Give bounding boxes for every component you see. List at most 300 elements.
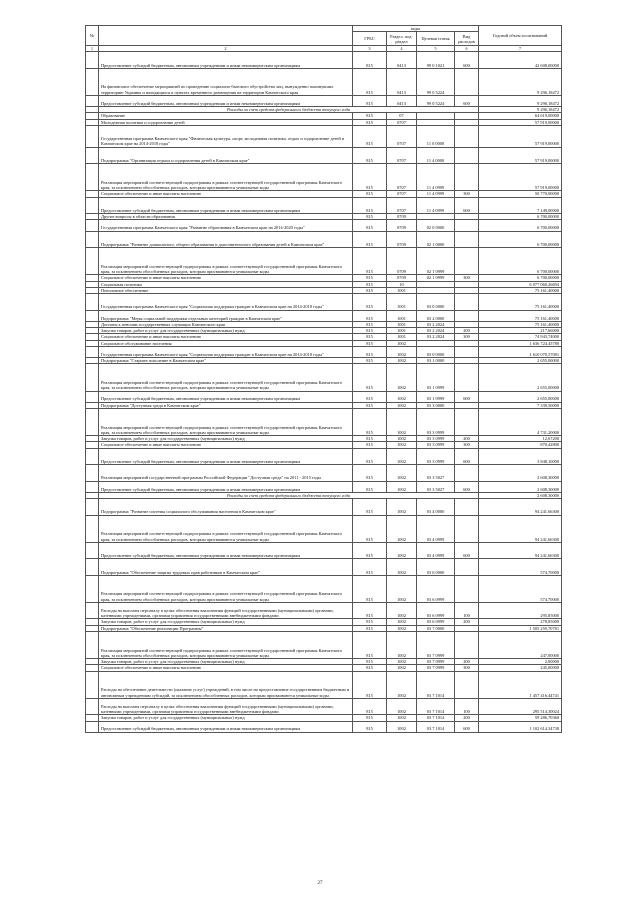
- row-target-cell: 03 0 0000: [417, 347, 455, 358]
- row-name-cell: На финансовое обеспечение мероприятий по проведению социально-бытового обустройства лиц, вынужденно покинувших территорию Украины и находящихся в пунктах временного размещения на территории Камчатского края: [99, 68, 353, 95]
- row-grbs-cell: 815: [353, 659, 387, 665]
- row-number-cell: [86, 499, 99, 516]
- row-vid-cell: [455, 409, 479, 436]
- row-target-cell: 03 7 0999: [417, 665, 455, 671]
- row-amount-cell: 59 286,70360: [479, 715, 562, 721]
- row-number-cell: [86, 602, 99, 619]
- col-index: 6: [455, 46, 479, 52]
- row-grbs-cell: 815: [353, 191, 387, 197]
- row-target-cell: 03 1 0999: [417, 391, 455, 402]
- row-name-cell: Государственная программа Камчатского края "Физическая культура, спорт, молодежная политика, отдых и оздоровление детей в Камчатском крае на 2014-2018 годы": [99, 125, 353, 147]
- row-vid-cell: [455, 147, 479, 164]
- table-row: [86, 364, 562, 391]
- row-razdel-cell: 1002: [387, 721, 417, 732]
- row-number-cell: [86, 671, 99, 698]
- row-razdel-cell: 0413: [387, 95, 417, 106]
- row-number-cell: [86, 294, 99, 311]
- row-target-cell: 02 1 0999: [417, 248, 455, 275]
- row-amount-cell: 217,66000: [479, 328, 562, 334]
- row-grbs-cell: 815: [353, 632, 387, 659]
- row-grbs-cell: 815: [353, 542, 387, 559]
- row-amount-cell: 1 102 614,34738: [479, 721, 562, 732]
- row-razdel-cell: 1002: [387, 515, 417, 542]
- row-razdel-cell: 1002: [387, 436, 417, 442]
- table-row: [86, 220, 562, 231]
- row-grbs-cell: 815: [353, 559, 387, 576]
- row-grbs-cell: 815: [353, 197, 387, 214]
- row-grbs-cell: 815: [353, 328, 387, 334]
- row-razdel-cell: 1002: [387, 465, 417, 482]
- row-razdel-cell: 1002: [387, 481, 417, 492]
- row-amount-cell: 64 619,00000: [479, 113, 562, 119]
- row-vid-cell: 200: [455, 659, 479, 665]
- row-vid-cell: 600: [455, 481, 479, 492]
- row-grbs-cell: 815: [353, 448, 387, 465]
- row-grbs-cell: 815: [353, 68, 387, 95]
- row-amount-cell: 295,85000: [479, 602, 562, 619]
- row-target-cell: 03 3 0999: [417, 436, 455, 442]
- row-vid-cell: 600: [455, 52, 479, 69]
- row-vid-cell: [455, 632, 479, 659]
- row-name-cell: Предоставление субсидий бюджетным, автономным учреждениям и иным некоммерческим организациям: [99, 52, 353, 69]
- col-index: 7: [479, 46, 562, 52]
- row-amount-cell: 2 608,30000: [479, 492, 562, 498]
- row-razdel-cell: 1002: [387, 659, 417, 665]
- row-name-cell: Социальное обеспечение и иные выплаты населению: [99, 191, 353, 197]
- row-amount-cell: 2 608,30000: [479, 481, 562, 492]
- row-note-cell: Расходы за счет средств федерального бюджета текущего года: [99, 107, 479, 113]
- row-amount-cell: 295 514,30024: [479, 698, 562, 715]
- table-row: [86, 409, 562, 436]
- row-target-cell: 03 3 0999: [417, 409, 455, 436]
- row-name-cell: Расходы на выплаты персоналу в целях обеспечения выполнения функций государственными (муниципальными) органами, казенными учреждениями, органами управления государственными внебюджетными фондами: [99, 602, 353, 619]
- row-razdel-cell: 0707: [387, 147, 417, 164]
- row-grbs-cell: 815: [353, 340, 387, 346]
- row-name-cell: Социальное обеспечение и иные выплаты населению: [99, 275, 353, 281]
- row-grbs-cell: 815: [353, 321, 387, 327]
- row-number-cell: [86, 391, 99, 402]
- table-body: [86, 52, 562, 732]
- row-target-cell: 03 6 0999: [417, 575, 455, 602]
- row-grbs-cell: 815: [353, 164, 387, 191]
- budget-table: [85, 25, 562, 733]
- row-name-cell: Пенсионное обеспечение: [99, 287, 353, 293]
- row-vid-cell: 300: [455, 334, 479, 340]
- row-name-cell: Социальное обеспечение и иные выплаты населению: [99, 665, 353, 671]
- table-row: [86, 68, 562, 95]
- row-target-cell: 03 7 1014: [417, 715, 455, 721]
- row-vid-cell: 600: [455, 95, 479, 106]
- row-name-cell: Молодежная политика и оздоровление детей: [99, 119, 353, 125]
- row-grbs-cell: 815: [353, 442, 387, 448]
- row-vid-cell: 200: [455, 619, 479, 625]
- row-grbs-cell: 815: [353, 391, 387, 402]
- row-razdel-cell: 1002: [387, 715, 417, 721]
- row-razdel-cell: 1002: [387, 542, 417, 559]
- row-amount-cell: 42 608,00000: [479, 52, 562, 69]
- row-amount-cell: 12,67200: [479, 436, 562, 442]
- row-name-cell: Подпрограмма "Организация отдыха и оздоровления детей в Камчатском крае": [99, 147, 353, 164]
- row-amount-cell: 74 943,74000: [479, 334, 562, 340]
- row-target-cell: 99 0 5224: [417, 68, 455, 95]
- row-grbs-cell: 815: [353, 294, 387, 311]
- row-amount-cell: 6 700,00000: [479, 231, 562, 248]
- row-razdel-cell: 1002: [387, 665, 417, 671]
- row-name-cell: Подпрограмма "Доступная среда в Камчатском крае": [99, 402, 353, 408]
- row-vid-cell: 200: [455, 436, 479, 442]
- row-amount-cell: 1 610 070,57081: [479, 347, 562, 358]
- row-name-cell: Расходы на выплаты персоналу в целях обеспечения выполнения функций государственными (муниципальными) органами, казенными учреждениями, органами управления государственными внебюджетными фондами: [99, 698, 353, 715]
- row-vid-cell: 600: [455, 721, 479, 732]
- col-index: 3: [353, 46, 387, 52]
- row-name-cell: Реализация мероприятий соответствующей подпрограммы в рамках соответствующей государственной программы Камчатского края, за исключением обособленных расходов, которым присваиваются уникальные коды: [99, 364, 353, 391]
- row-grbs-cell: 815: [353, 275, 387, 281]
- row-target-cell: 03 1 0000: [417, 358, 455, 364]
- row-number-cell: [86, 347, 99, 358]
- row-amount-cell: 94 241,66300: [479, 515, 562, 542]
- row-name-cell: Закупка товаров, работ и услуг для государственных (муниципальных) нужд: [99, 328, 353, 334]
- row-target-cell: 11 4 0999: [417, 191, 455, 197]
- row-amount-cell: 94 241,66300: [479, 542, 562, 559]
- row-razdel-cell: 1002: [387, 364, 417, 391]
- col-index: 1: [86, 46, 99, 52]
- row-amount-cell: 2 655,00000: [479, 358, 562, 364]
- row-name-cell: Государственная программа Камчатского края "Развитие образования в Камчатском крае на 2014-2020 годы": [99, 220, 353, 231]
- table-row: [86, 542, 562, 559]
- codes-header: коды: [353, 26, 479, 32]
- row-razdel-cell: 1002: [387, 671, 417, 698]
- row-razdel-cell: 1002: [387, 625, 417, 631]
- row-vid-cell: [455, 364, 479, 391]
- col-amount-header: Годовой объем ассигнований: [479, 26, 562, 46]
- row-name-cell: Предоставление субсидий бюджетным, автономным учреждениям и иным некоммерческим организациям: [99, 721, 353, 732]
- row-grbs-cell: 815: [353, 364, 387, 391]
- row-grbs-cell: 815: [353, 52, 387, 69]
- row-razdel-cell: 1002: [387, 632, 417, 659]
- row-target-cell: 03 7 0999: [417, 632, 455, 659]
- row-razdel-cell: 1001: [387, 287, 417, 293]
- row-vid-cell: [455, 575, 479, 602]
- row-name-cell: Государственная программа Камчатского края "Социальная поддержка граждан в Камчатском крае на 2014-2018 годы": [99, 347, 353, 358]
- row-amount-cell: 75 161,40000: [479, 310, 562, 321]
- row-vid-cell: [455, 231, 479, 248]
- row-amount-cell: 6 700,00000: [479, 275, 562, 281]
- row-amount-cell: 57 919,00000: [479, 119, 562, 125]
- row-grbs-cell: 815: [353, 402, 387, 408]
- row-razdel-cell: 1002: [387, 402, 417, 408]
- row-vid-cell: [455, 164, 479, 191]
- row-vid-cell: [455, 125, 479, 147]
- row-vid-cell: 100: [455, 698, 479, 715]
- row-amount-cell: 2,00000: [479, 659, 562, 665]
- row-number-cell: [86, 197, 99, 214]
- row-amount-cell: 245,00000: [479, 665, 562, 671]
- row-razdel-cell: 1001: [387, 321, 417, 327]
- row-razdel-cell: 0707: [387, 119, 417, 125]
- row-grbs-cell: 815: [353, 358, 387, 364]
- row-razdel-cell: 1001: [387, 294, 417, 311]
- row-amount-cell: 4 731,20000: [479, 409, 562, 436]
- row-vid-cell: [455, 671, 479, 698]
- row-target-cell: 03 6 0999: [417, 619, 455, 625]
- row-amount-cell: 57 919,00000: [479, 147, 562, 164]
- row-name-cell: Реализация мероприятий соответствующей подпрограммы в рамках соответствующей государственной программы Камчатского края, за исключением обособленных расходов, которым присваиваются уникальные коды: [99, 515, 353, 542]
- row-razdel-cell: 07: [387, 113, 417, 119]
- row-grbs-cell: 815: [353, 220, 387, 231]
- row-target-cell: 03 7 1014: [417, 671, 455, 698]
- row-target-cell: 03 4 0000: [417, 499, 455, 516]
- row-target-cell: 03 2 2024: [417, 334, 455, 340]
- row-target-cell: 03 7 1014: [417, 721, 455, 732]
- row-target-cell: 03 3 5027: [417, 465, 455, 482]
- row-grbs-cell: 815: [353, 310, 387, 321]
- row-razdel-cell: 1001: [387, 310, 417, 321]
- table-row: [86, 248, 562, 275]
- row-razdel-cell: 1002: [387, 409, 417, 436]
- row-name-cell: Закупка товаров, работ и услуг для государственных (муниципальных) нужд: [99, 436, 353, 442]
- row-grbs-cell: 815: [353, 625, 387, 631]
- row-vid-cell: 300: [455, 275, 479, 281]
- table-row: [86, 698, 562, 715]
- row-vid-cell: [455, 515, 479, 542]
- row-vid-cell: [455, 499, 479, 516]
- row-vid-cell: 600: [455, 448, 479, 465]
- row-grbs-cell: 815: [353, 515, 387, 542]
- row-name-cell: Закупка товаров, работ и услуг для государственных (муниципальных) нужд: [99, 659, 353, 665]
- row-number-cell: [86, 68, 99, 95]
- row-razdel-cell: 1002: [387, 391, 417, 402]
- row-amount-cell: 247,00000: [479, 632, 562, 659]
- row-name-cell: Реализация мероприятий соответствующей подпрограммы в рамках соответствующей государственной программы Камчатского края, за исключением обособленных расходов, которым присваиваются уникальные коды: [99, 575, 353, 602]
- row-target-cell: 02 1 0000: [417, 231, 455, 248]
- row-number-cell: [86, 364, 99, 391]
- row-amount-cell: 574,70000: [479, 575, 562, 602]
- row-target-cell: 11 4 0999: [417, 164, 455, 191]
- row-number-cell: [86, 721, 99, 732]
- row-amount-cell: 2 655,00000: [479, 364, 562, 391]
- row-grbs-cell: 815: [353, 214, 387, 220]
- row-razdel-cell: 1001: [387, 334, 417, 340]
- table-row: [86, 575, 562, 602]
- row-grbs-cell: 815: [353, 698, 387, 715]
- row-grbs-cell: 815: [353, 499, 387, 516]
- row-name-cell: Доплаты к пенсиям государственных служащих Камчатского края: [99, 321, 353, 327]
- row-name-cell: Предоставление субсидий бюджетным, автономным учреждениям и иным некоммерческим организациям: [99, 95, 353, 106]
- row-amount-cell: 2 608,30000: [479, 465, 562, 482]
- row-target-cell: 11 0 0000: [417, 125, 455, 147]
- row-number-cell: [86, 248, 99, 275]
- row-vid-cell: [455, 347, 479, 358]
- row-grbs-cell: 815: [353, 147, 387, 164]
- row-name-cell: Подпрограмма "Обеспечение реализации Программы": [99, 625, 353, 631]
- row-name-cell: Реализация мероприятий соответствующей подпрограммы в рамках соответствующей государственной программы Камчатского края, за исключением обособленных расходов, которым присваиваются уникальные коды: [99, 632, 353, 659]
- row-grbs-cell: 815: [353, 95, 387, 106]
- row-target-cell: 11 4 0000: [417, 147, 455, 164]
- row-name-cell: Предоставление субсидий бюджетным, автономным учреждениям и иным некоммерческим организациям: [99, 481, 353, 492]
- row-vid-cell: 100: [455, 602, 479, 619]
- table-row: [86, 294, 562, 311]
- row-amount-cell: 94 241,66300: [479, 499, 562, 516]
- row-vid-cell: [455, 294, 479, 311]
- table-row: [86, 632, 562, 659]
- row-name-cell: Образование: [99, 113, 353, 119]
- row-name-cell: Предоставление субсидий бюджетным, автономным учреждениям и иным некоммерческим организациям: [99, 448, 353, 465]
- row-name-cell: Предоставление субсидий бюджетным, автономным учреждениям и иным некоммерческим организациям: [99, 197, 353, 214]
- col-index: 5: [417, 46, 455, 52]
- table-row: [86, 231, 562, 248]
- row-target-cell: 02 1 0999: [417, 275, 455, 281]
- row-amount-cell: 9 296,18472: [479, 107, 562, 113]
- row-grbs-cell: 815: [353, 125, 387, 147]
- row-target-cell: 03 2 2024: [417, 321, 455, 327]
- table-row: [86, 95, 562, 106]
- row-target-cell: 99 0 1021: [417, 52, 455, 69]
- row-grbs-cell: 815: [353, 465, 387, 482]
- row-vid-cell: [455, 465, 479, 482]
- row-vid-cell: [455, 559, 479, 576]
- row-name-cell: Подпрограмма "Старшее поколение в Камчатском крае": [99, 358, 353, 364]
- row-amount-cell: 50 770,00000: [479, 191, 562, 197]
- row-number-cell: [86, 481, 99, 492]
- row-amount-cell: 57 919,00000: [479, 125, 562, 147]
- row-vid-cell: [455, 310, 479, 321]
- row-vid-cell: 600: [455, 542, 479, 559]
- table-row: [86, 499, 562, 516]
- row-razdel-cell: 0413: [387, 68, 417, 95]
- row-target-cell: 03 1 0999: [417, 364, 455, 391]
- table-row: [86, 559, 562, 576]
- row-amount-cell: 278,85000: [479, 619, 562, 625]
- row-grbs-cell: 815: [353, 619, 387, 625]
- page-number: 27: [317, 881, 323, 886]
- row-target-cell: 03 7 0000: [417, 625, 455, 631]
- row-note-cell: Расходы за счет средств федерального бюджета текущего года: [99, 492, 479, 498]
- row-amount-cell: 57 919,00000: [479, 164, 562, 191]
- row-target-cell: 03 4 0999: [417, 515, 455, 542]
- col-index: 4: [387, 46, 417, 52]
- row-vid-cell: [455, 248, 479, 275]
- row-name-cell: Реализация мероприятий соответствующей подпрограммы в рамках соответствующей государственной программы Камчатского края, за исключением обособленных расходов, которым присваиваются уникальные коды: [99, 409, 353, 436]
- row-razdel-cell: 1002: [387, 559, 417, 576]
- row-vid-cell: [455, 68, 479, 95]
- row-vid-cell: 200: [455, 715, 479, 721]
- table-row: [86, 465, 562, 482]
- row-amount-cell: 1 505 259,70781: [479, 625, 562, 631]
- row-target-cell: 03 3 0999: [417, 448, 455, 465]
- row-vid-cell: 200: [455, 328, 479, 334]
- row-name-cell: Реализация мероприятий соответствующей подпрограммы в рамках соответствующей государственной программы Камчатского края, за исключением обособленных расходов, которым присваиваются уникальные коды: [99, 164, 353, 191]
- row-target-cell: 03 6 0999: [417, 602, 455, 619]
- row-name-cell: Социальное обеспечение и иные выплаты населению: [99, 442, 353, 448]
- col-vid-header: Вид расходов: [455, 32, 479, 46]
- row-razdel-cell: 0413: [387, 52, 417, 69]
- row-vid-cell: 300: [455, 442, 479, 448]
- row-number-cell: [86, 698, 99, 715]
- table-row: [86, 147, 562, 164]
- row-razdel-cell: 1002: [387, 358, 417, 364]
- row-number-cell: [86, 95, 99, 106]
- table-row: [86, 310, 562, 321]
- row-amount-cell: 2 655,00000: [479, 391, 562, 402]
- row-razdel-cell: 1002: [387, 698, 417, 715]
- row-number-cell: [86, 164, 99, 191]
- row-razdel-cell: 1002: [387, 448, 417, 465]
- row-number-cell: [86, 559, 99, 576]
- row-razdel-cell: 1002: [387, 442, 417, 448]
- table-row: [86, 515, 562, 542]
- row-amount-cell: 1 457 416,44741: [479, 671, 562, 698]
- row-name-cell: Социальное обслуживание населения: [99, 340, 353, 346]
- row-number-cell: [86, 231, 99, 248]
- row-razdel-cell: 1002: [387, 347, 417, 358]
- row-name-cell: Предоставление субсидий бюджетным, автономным учреждениям и иным некоммерческим организациям: [99, 391, 353, 402]
- table-row: [86, 602, 562, 619]
- row-grbs-cell: 815: [353, 347, 387, 358]
- row-amount-cell: 6 700,00000: [479, 248, 562, 275]
- row-name-cell: Подпрограмма "Развитие дошкольного, общего образования и дополнительного образования детей в Камчатском крае": [99, 231, 353, 248]
- row-grbs-cell: 815: [353, 481, 387, 492]
- row-target-cell: 03 3 0999: [417, 442, 455, 448]
- row-target-cell: 03 2 2024: [417, 328, 455, 334]
- row-vid-cell: 300: [455, 191, 479, 197]
- row-razdel-cell: 0709: [387, 231, 417, 248]
- row-name-cell: Государственная программа Камчатского края "Социальная поддержка граждан в Камчатском крае на 2014-2018 годы": [99, 294, 353, 311]
- row-target-cell: 99 0 5224: [417, 95, 455, 106]
- row-grbs-cell: 815: [353, 575, 387, 602]
- row-target-cell: 03 3 0000: [417, 402, 455, 408]
- row-razdel-cell: 1002: [387, 619, 417, 625]
- row-number-cell: [86, 448, 99, 465]
- row-grbs-cell: 815: [353, 721, 387, 732]
- row-razdel-cell: 0707: [387, 197, 417, 214]
- row-grbs-cell: 815: [353, 602, 387, 619]
- row-target-cell: 03 2 0000: [417, 310, 455, 321]
- row-target-cell: 03 4 0999: [417, 542, 455, 559]
- row-amount-cell: 9 296,18472: [479, 95, 562, 106]
- row-grbs-cell: 815: [353, 248, 387, 275]
- budget-table-sheet: [85, 25, 561, 733]
- row-name-cell: Социальное обеспечение и иные выплаты населению: [99, 334, 353, 340]
- col-razdel-header: Раздел, под-раздел: [387, 32, 417, 46]
- row-grbs-cell: 815: [353, 231, 387, 248]
- row-number-cell: [86, 465, 99, 482]
- row-number-cell: [86, 125, 99, 147]
- row-amount-cell: 75 161,40000: [479, 294, 562, 311]
- table-row: [86, 125, 562, 147]
- row-grbs-cell: 815: [353, 334, 387, 340]
- row-razdel-cell: 1002: [387, 575, 417, 602]
- row-target-cell: 02 0 0000: [417, 220, 455, 231]
- row-razdel-cell: 1002: [387, 499, 417, 516]
- row-name-cell: Закупка товаров, работ и услуг для государственных (муниципальных) нужд: [99, 715, 353, 721]
- row-grbs-cell: 815: [353, 715, 387, 721]
- row-number-cell: [86, 52, 99, 69]
- row-target-cell: 03 0 0000: [417, 294, 455, 311]
- row-razdel-cell: 0709: [387, 275, 417, 281]
- col-index: 2: [99, 46, 353, 52]
- row-amount-cell: 6 700,00000: [479, 214, 562, 220]
- row-name-cell: Социальная политика: [99, 281, 353, 287]
- col-name-header: [99, 26, 353, 46]
- row-target-cell: 03 3 5027: [417, 481, 455, 492]
- table-row: [86, 347, 562, 358]
- row-amount-cell: 574,70000: [479, 559, 562, 576]
- table-row: [86, 391, 562, 402]
- row-amount-cell: 3 848,10000: [479, 448, 562, 465]
- row-name-cell: Подпрограмма "Развитие системы социального обслуживания населения в Камчатском крае": [99, 499, 353, 516]
- row-grbs-cell: 815: [353, 409, 387, 436]
- row-name-cell: Реализация мероприятий государственной программы Российской Федерации "Доступная среда" на 2011 - 2015 годы: [99, 465, 353, 482]
